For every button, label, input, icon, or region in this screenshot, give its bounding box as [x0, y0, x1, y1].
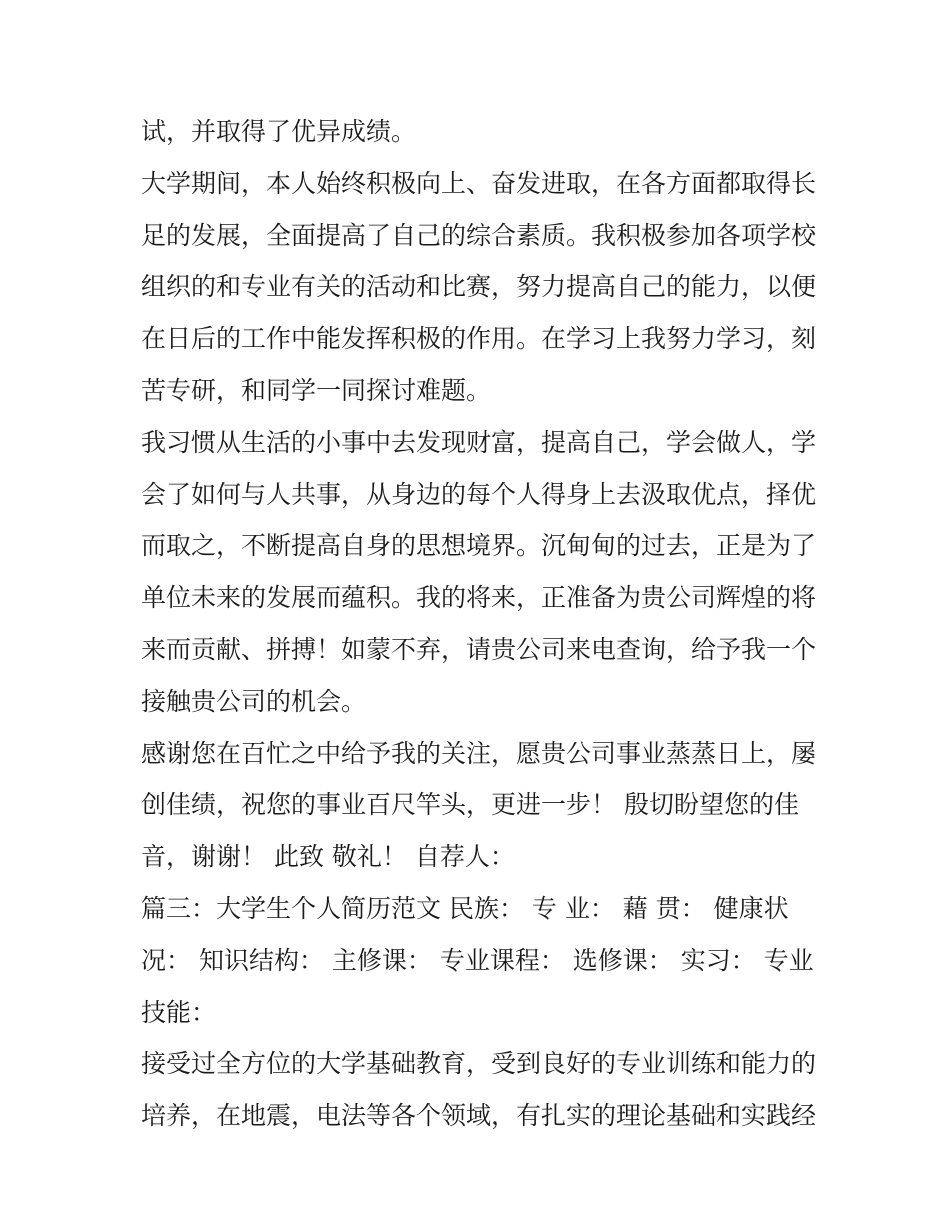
- text-line: 我习惯从生活的小事中去发现财富，提高自己，学会做人，学: [141, 427, 817, 457]
- text-line: 来而贡献、拼搏！如蒙不弃，请贵公司来电查询，给予我一个: [141, 634, 817, 664]
- text-line: 技能：: [141, 997, 217, 1027]
- text-line: 况： 知识结构： 主修课： 专业课程： 选修课： 实习： 专业: [141, 945, 814, 975]
- text-line: 会了如何与人共事，从身边的每个人得身上去汲取优点，择优: [141, 479, 817, 509]
- text-line: 音，谢谢！ 此致 敬礼！ 自荐人：: [141, 842, 515, 872]
- text-line: 试，并取得了优异成绩。: [141, 117, 417, 146]
- text-line: 而取之，不断提高自身的思想境界。沉甸甸的过去，正是为了: [141, 531, 817, 561]
- text-line: 培养，在地震，电法等各个领域，有扎实的理论基础和实践经: [141, 1101, 817, 1131]
- text-line: 在日后的工作中能发挥积极的作用。在学习上我努力学习，刻: [141, 324, 817, 354]
- text-line: 组织的和专业有关的活动和比赛，努力提高自己的能力，以便: [141, 272, 817, 302]
- text-line: 接触贵公司的机会。: [141, 686, 367, 716]
- text-line: 足的发展，全面提高了自己的综合素质。我积极参加各项学校: [141, 220, 817, 250]
- text-line: 苦专研，和同学一同探讨难题。: [141, 375, 492, 405]
- text-line: 接受过全方位的大学基础教育，受到良好的专业训练和能力的: [141, 1049, 817, 1079]
- document-body: [141, 106, 821, 1142]
- text-line: 创佳绩，祝您的事业百尺竿头，更进一步！ 殷切盼望您的佳: [141, 790, 799, 820]
- text-line: 单位未来的发展而蕴积。我的将来，正准备为贵公司辉煌的将: [141, 583, 817, 613]
- text-line: 感谢您在百忙之中给予我的关注，愿贵公司事业蒸蒸日上，屡: [141, 738, 817, 768]
- text-line: 大学期间，本人始终积极向上、奋发进取，在各方面都取得长: [141, 168, 817, 198]
- text-line: 篇三：大学生个人简历范文 民族： 专 业： 藉 贯： 健康状: [141, 893, 789, 923]
